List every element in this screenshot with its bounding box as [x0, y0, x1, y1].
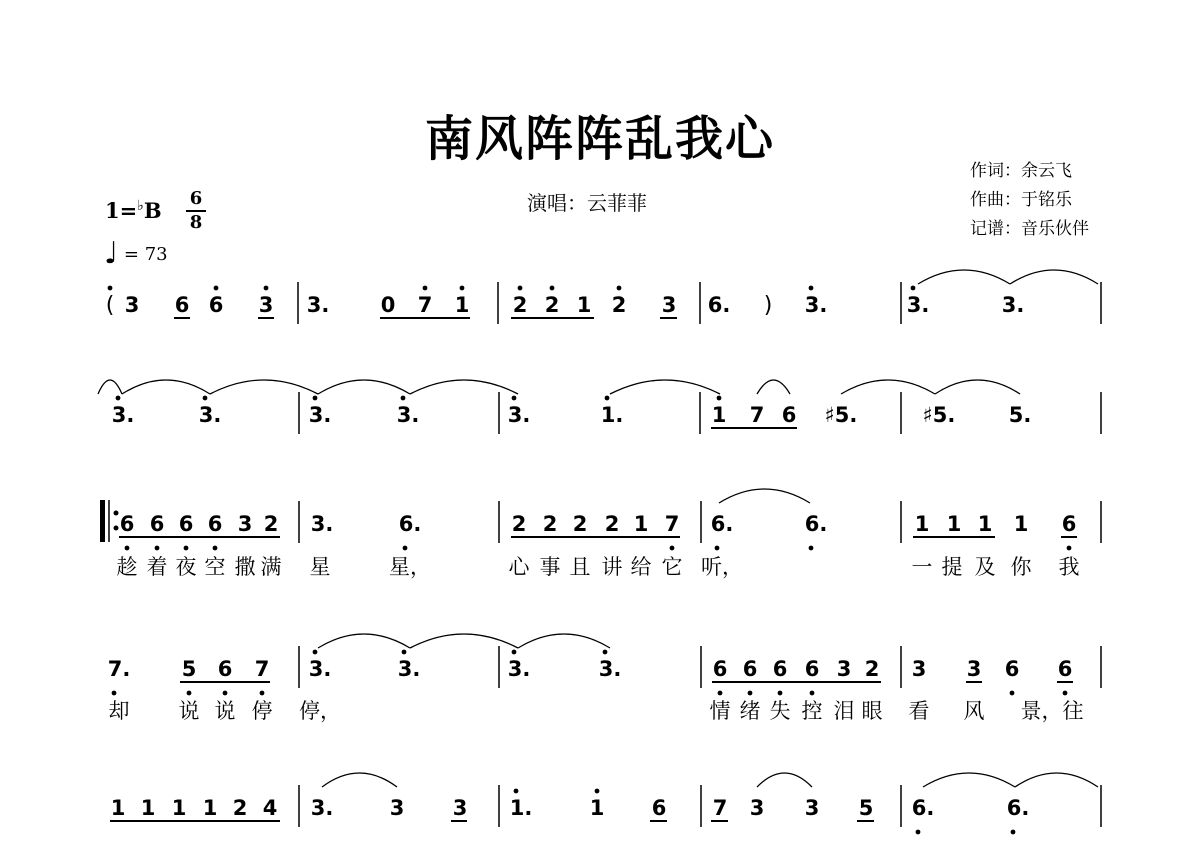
note: 6. [398, 512, 422, 536]
lyric-char: 失 [769, 699, 791, 723]
note: 6 [1061, 512, 1077, 536]
note: 3 [124, 293, 140, 317]
lyric-char: 说 [178, 699, 200, 723]
note: 1. [600, 403, 624, 427]
note: 7 [749, 403, 765, 427]
note: 1 [589, 796, 605, 820]
transcriber-credit: 记谱：音乐伙伴 [970, 219, 1089, 239]
octave-dot-above [605, 396, 610, 401]
repeat-dot [114, 526, 119, 531]
note: 2 [512, 293, 528, 317]
lyric-char: 趁 [116, 555, 138, 579]
octave-dot-below [403, 546, 408, 551]
song-title: 南风阵阵乱我心 [424, 111, 775, 167]
slur [757, 380, 790, 394]
note: 6. [1006, 796, 1030, 820]
note: 6 [178, 512, 194, 536]
slur [841, 380, 935, 394]
lyric-char: 空 [204, 555, 226, 579]
octave-dot-below [715, 546, 720, 551]
note: 2 [572, 512, 588, 536]
note: 6. [911, 796, 935, 820]
octave-dot-above [214, 286, 219, 291]
lyric-char: 看 [908, 699, 930, 723]
octave-dot-above [809, 286, 814, 291]
octave-dot-below [809, 546, 814, 551]
octave-dot-below [155, 546, 160, 551]
note: 3. [507, 403, 531, 427]
octave-dot-above [512, 396, 517, 401]
key-note: B [143, 198, 162, 223]
slur [318, 380, 410, 394]
note: 6 [208, 293, 224, 317]
note: 1 [171, 796, 187, 820]
time-denominator: 8 [189, 212, 203, 233]
note: 3 [749, 796, 765, 820]
lyric-char: 星 [309, 555, 331, 579]
slur [410, 634, 518, 648]
octave-dot-below [260, 691, 265, 696]
lyric-char: 讲 [601, 555, 623, 579]
octave-dot-below [810, 691, 815, 696]
note: 6 [174, 293, 190, 317]
note: 2 [511, 512, 527, 536]
note: 6 [651, 796, 667, 820]
note: 7 [712, 796, 728, 820]
octave-dot-below [916, 830, 921, 835]
octave-dot-below [778, 691, 783, 696]
octave-dot-above [617, 286, 622, 291]
octave-dot-below [1010, 691, 1015, 696]
lyric-char: 情 [709, 699, 731, 723]
note: 6 [207, 512, 223, 536]
lyric-char: 事 [539, 555, 561, 579]
octave-dot-above [514, 789, 519, 794]
time-numerator: 6 [189, 188, 203, 209]
octave-dot-above [717, 396, 722, 401]
note: 6 [804, 657, 820, 681]
note: 7. [107, 657, 131, 681]
note: 7 [254, 657, 270, 681]
slur [210, 380, 318, 394]
slur [923, 773, 1015, 787]
lyric-char: 你 [1010, 555, 1032, 579]
note: 3 [237, 512, 253, 536]
lyric-char: 满 [260, 555, 282, 579]
lyric-char: 停 [251, 699, 273, 723]
note: 3. [1001, 293, 1025, 317]
note: 2 [864, 657, 880, 681]
octave-dot-below [1011, 830, 1016, 835]
octave-dot-below [670, 546, 675, 551]
note: 1 [1013, 512, 1029, 536]
note: 6 [742, 657, 758, 681]
slur [122, 380, 210, 394]
slur [610, 380, 720, 394]
note: 1 [633, 512, 649, 536]
repeat-dot [114, 511, 119, 516]
singer-credit: 演唱：云菲菲 [527, 191, 647, 215]
note: 3 [911, 657, 927, 681]
note: 3. [306, 293, 330, 317]
note: 6 [712, 657, 728, 681]
octave-dot-below [187, 691, 192, 696]
note: 1 [914, 512, 930, 536]
lyric-char: 提 [941, 555, 963, 579]
lyric-char: 停， [299, 699, 341, 723]
note: 3. [507, 657, 531, 681]
note: 1. [509, 796, 533, 820]
octave-dot-below [1067, 546, 1072, 551]
note: 1 [977, 512, 993, 536]
note: 1 [110, 796, 126, 820]
note: 3. [310, 796, 334, 820]
octave-dot-below [184, 546, 189, 551]
slur [322, 773, 397, 787]
note: 3 [452, 796, 468, 820]
slur [719, 489, 810, 503]
note: 2 [611, 293, 627, 317]
octave-dot-above [313, 396, 318, 401]
lyric-char: 风 [963, 699, 985, 723]
key-prefix: 1= [105, 198, 138, 223]
note: 4 [262, 796, 278, 820]
lyric-char: 控 [801, 699, 823, 723]
note: 6. [710, 512, 734, 536]
octave-dot-below [223, 691, 228, 696]
note: 3 [661, 293, 677, 317]
note: 1 [140, 796, 156, 820]
octave-dot-above [203, 396, 208, 401]
lyricist-credit: 作词：余云飞 [970, 161, 1072, 181]
note: 3. [804, 293, 828, 317]
note: ♯5. [824, 403, 858, 427]
note: ♯5. [922, 403, 956, 427]
note: 1 [576, 293, 592, 317]
slur [1015, 773, 1098, 787]
note: 6 [149, 512, 165, 536]
quarter-note-icon: ♩ [104, 236, 119, 271]
lyric-char: 听， [701, 555, 743, 579]
slur [98, 380, 122, 394]
note: 6 [119, 512, 135, 536]
note: 3. [308, 403, 332, 427]
lyric-char: 眼 [861, 699, 883, 723]
note: 6 [781, 403, 797, 427]
octave-dot-above [550, 286, 555, 291]
note: 2 [604, 512, 620, 536]
octave-dot-above [518, 286, 523, 291]
note: 7 [664, 512, 680, 536]
note: 1 [454, 293, 470, 317]
note: 3 [966, 657, 982, 681]
note: 3. [310, 512, 334, 536]
note: 3. [308, 657, 332, 681]
note: 5 [181, 657, 197, 681]
lyric-char: 心 [508, 555, 530, 579]
note: 3 [389, 796, 405, 820]
octave-dot-above [603, 650, 608, 655]
octave-dot-above [460, 286, 465, 291]
lyric-char: 撒 [234, 555, 256, 579]
octave-dot-below [1063, 691, 1068, 696]
octave-dot-below [125, 546, 130, 551]
note: 6. [707, 293, 731, 317]
lyric-char: 及 [974, 555, 996, 579]
note: 6. [804, 512, 828, 536]
octave-dot-above [116, 396, 121, 401]
octave-dot-below [213, 546, 218, 551]
note: 1 [946, 512, 962, 536]
slur [318, 634, 410, 648]
note: 6 [1057, 657, 1073, 681]
lyric-char: 给 [630, 555, 652, 579]
note: 2 [263, 512, 279, 536]
note: 2 [232, 796, 248, 820]
note: 3. [906, 293, 930, 317]
note: 3. [598, 657, 622, 681]
octave-dot-below [112, 691, 117, 696]
note: 6 [1004, 657, 1020, 681]
note: 5 [858, 796, 874, 820]
lyric-char: 景，往 [1020, 699, 1084, 723]
note: 0 [380, 293, 396, 317]
lyric-char: 绪 [739, 699, 761, 723]
note: 1 [711, 403, 727, 427]
octave-dot-above [595, 789, 600, 794]
repeat-thick-bar [100, 500, 105, 542]
bracket-symbol: ) [763, 293, 773, 318]
octave-dot-above [313, 650, 318, 655]
note: 1 [202, 796, 218, 820]
slur [918, 270, 1010, 284]
lyric-char: 说 [214, 699, 236, 723]
composer-credit: 作曲：于铭乐 [970, 190, 1072, 210]
octave-dot-below [718, 691, 723, 696]
note: 5. [1008, 403, 1032, 427]
note: 6 [772, 657, 788, 681]
slur [757, 773, 812, 787]
lyric-char: 星， [389, 555, 431, 579]
lyric-char: 且 [569, 555, 591, 579]
lyric-char: 我 [1058, 555, 1080, 579]
octave-dot-above [911, 286, 916, 291]
note: 3. [397, 657, 421, 681]
note: 2 [544, 293, 560, 317]
note: 3. [198, 403, 222, 427]
note: 3. [111, 403, 135, 427]
octave-dot-below [748, 691, 753, 696]
note: 7 [417, 293, 433, 317]
flat-sign: ♭ [137, 198, 144, 214]
octave-dot-above [512, 650, 517, 655]
note: 3 [258, 293, 274, 317]
octave-dot-above [264, 286, 269, 291]
slur [410, 380, 518, 394]
lyric-char: 着 [146, 555, 168, 579]
slur [1010, 270, 1098, 284]
note: 3 [836, 657, 852, 681]
note: 6 [217, 657, 233, 681]
tempo-value: = 73 [123, 244, 168, 265]
lyric-char: 夜 [175, 555, 197, 579]
octave-dot-above [423, 286, 428, 291]
octave-dot-above [401, 396, 406, 401]
slur [518, 634, 610, 648]
note: 3. [396, 403, 420, 427]
note: 2 [542, 512, 558, 536]
lyric-char: 泪 [833, 699, 855, 723]
octave-dot-above [108, 286, 113, 291]
note: 3 [804, 796, 820, 820]
octave-dot-above [402, 650, 407, 655]
lyric-char: 却 [108, 699, 130, 723]
bracket-symbol: ( [105, 293, 115, 318]
lyric-char: 一 [911, 555, 933, 579]
slur [935, 380, 1020, 394]
lyric-char: 它 [661, 555, 683, 579]
